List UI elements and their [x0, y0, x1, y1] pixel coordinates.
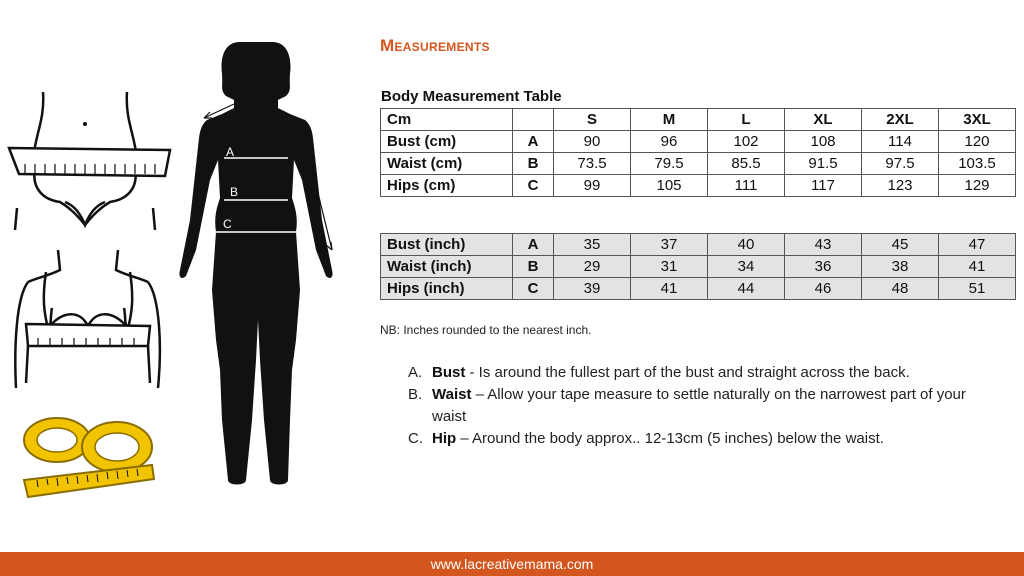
table-cell: 38 [862, 256, 939, 278]
table-row [381, 153, 1016, 175]
table-cell: 35 [554, 234, 631, 256]
table-cell: 46 [785, 278, 862, 300]
row-label: Waist (cm) [381, 153, 513, 175]
table-cell: 31 [631, 256, 708, 278]
table-cell: 85.5 [708, 153, 785, 175]
table-header-cell: M [631, 109, 708, 131]
row-code: B [513, 153, 554, 175]
definition-body [432, 428, 884, 450]
table-row [381, 175, 1016, 197]
figure-label-c: C [223, 217, 232, 231]
table-cell: 123 [862, 175, 939, 197]
table-cell: 48 [862, 278, 939, 300]
row-code: C [513, 278, 554, 300]
table-header-cell: Cm [381, 109, 513, 131]
definition-item [408, 362, 1018, 384]
definition-letter: A. [408, 364, 423, 381]
table-header-cell: S [554, 109, 631, 131]
table-cell: 105 [631, 175, 708, 197]
figure-label-b: B [230, 185, 239, 199]
table-cell: 39 [554, 278, 631, 300]
definition-term: Hip [432, 430, 457, 447]
table-cell: 96 [631, 131, 708, 153]
table-row [381, 234, 1016, 256]
cm-measurement-table [380, 108, 1016, 197]
definition-text: - Is around the fullest part of the bust and straight across the back. [465, 364, 910, 381]
inch-measurement-table [380, 233, 1016, 300]
table-cell: 37 [631, 234, 708, 256]
definition-item [408, 384, 1018, 428]
row-label: Waist (inch) [381, 256, 513, 278]
row-code: B [513, 256, 554, 278]
definition-body [432, 384, 992, 428]
definition-letter: B. [408, 386, 423, 403]
table-row [381, 131, 1016, 153]
waist-measure-illustration [5, 90, 175, 235]
table-cell: 129 [939, 175, 1016, 197]
table-title: Body Measurement Table [381, 88, 562, 105]
table-cell: 99 [554, 175, 631, 197]
page-heading: Measurements [380, 36, 490, 55]
table-header-cell: L [708, 109, 785, 131]
table-cell: 47 [939, 234, 1016, 256]
footer-url: www.lacreativemama.com [0, 552, 1024, 576]
table-cell: 41 [939, 256, 1016, 278]
table-header-cell: 2XL [862, 109, 939, 131]
table-cell: 120 [939, 131, 1016, 153]
row-label: Hips (inch) [381, 278, 513, 300]
row-label: Bust (inch) [381, 234, 513, 256]
table-cell: 51 [939, 278, 1016, 300]
row-code: C [513, 175, 554, 197]
definition-body [432, 362, 910, 384]
row-label: Hips (cm) [381, 175, 513, 197]
table-cell: 108 [785, 131, 862, 153]
table-cell: 43 [785, 234, 862, 256]
table-cell: 29 [554, 256, 631, 278]
definition-term: Bust [432, 364, 466, 381]
definition-item [408, 428, 1018, 450]
table-cell: 114 [862, 131, 939, 153]
definition-term: Waist [432, 386, 472, 403]
definition-text: – Allow your tape measure to settle naturally on the narrowest part of your waist [432, 386, 966, 425]
table-row [381, 278, 1016, 300]
row-code: A [513, 131, 554, 153]
table-cell: 34 [708, 256, 785, 278]
table-cell: 44 [708, 278, 785, 300]
table-cell: 79.5 [631, 153, 708, 175]
definition-text: – Around the body approx.. 12-13cm (5 inches) below the waist. [456, 430, 884, 447]
table-cell: 97.5 [862, 153, 939, 175]
table-header-cell [513, 109, 554, 131]
table-cell: 111 [708, 175, 785, 197]
table-cell: 117 [785, 175, 862, 197]
table-cell: 103.5 [939, 153, 1016, 175]
row-code: A [513, 234, 554, 256]
row-label: Bust (cm) [381, 131, 513, 153]
table-header-row [381, 109, 1016, 131]
table-cell: 41 [631, 278, 708, 300]
table-row [381, 256, 1016, 278]
definition-letter: C. [408, 430, 423, 447]
bust-measure-illustration [8, 248, 168, 393]
table-cell: 91.5 [785, 153, 862, 175]
table-cell: 40 [708, 234, 785, 256]
table-cell: 90 [554, 131, 631, 153]
tape-measure-icon [12, 405, 162, 505]
table-cell: 45 [862, 234, 939, 256]
rounding-note: NB: Inches rounded to the nearest inch. [380, 323, 592, 337]
body-silhouette [172, 40, 342, 492]
figure-label-a: A [226, 145, 235, 159]
table-header-cell: 3XL [939, 109, 1016, 131]
table-header-cell: XL [785, 109, 862, 131]
measurement-definitions [408, 362, 1018, 450]
table-cell: 102 [708, 131, 785, 153]
table-cell: 73.5 [554, 153, 631, 175]
table-cell: 36 [785, 256, 862, 278]
